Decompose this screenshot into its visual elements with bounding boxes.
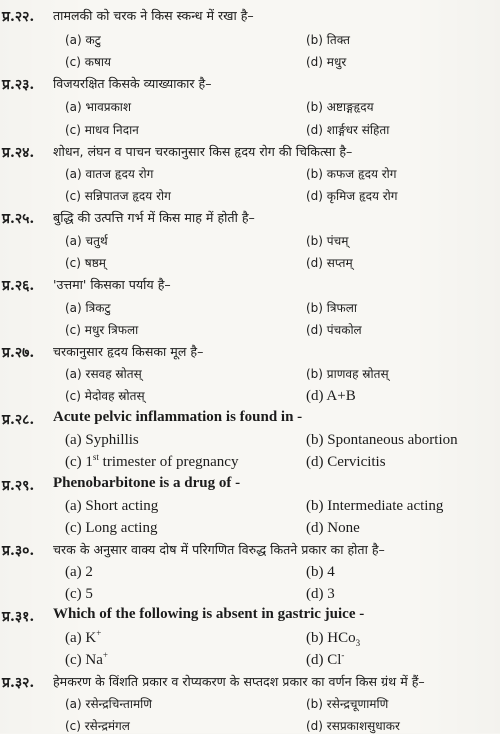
question-text: चरकानुसार हृदय किसका मूल है– [53, 344, 204, 359]
question-text: विजयरक्षित किसके व्याख्याकार है– [53, 76, 212, 91]
question-number: प्र.२६. [2, 278, 35, 294]
option-a: (a) चतुर्थ [65, 234, 108, 248]
question-number: प्र.३२. [2, 675, 35, 691]
option-c: (c) सन्निपातज हृदय रोग [65, 189, 171, 203]
question-number: प्र.२८. [2, 412, 35, 428]
option-a: (a) रसवह स्रोतस् [65, 367, 142, 381]
option-a: (a) K+ [65, 628, 102, 646]
option-d: (d) शार्ङ्गधर संहिता [306, 123, 390, 137]
option-c: (c) 1st trimester of pregnancy [65, 452, 239, 470]
option-d: (d) पंचकोल [306, 323, 362, 337]
option-c: (c) रसेन्द्रमंगल [65, 719, 130, 733]
option-b: (b) HCo$_3$ [306, 630, 361, 648]
question-number: प्र.२९. [2, 478, 35, 494]
option-a: (a) कटु [65, 33, 101, 47]
question-number: प्र.२५. [2, 211, 35, 227]
option-b: (b) तिक्त [306, 33, 351, 47]
option-b: (b) 4 [306, 564, 335, 580]
question-number: प्र.३१. [2, 609, 35, 625]
option-b: (b) रसेन्द्रचूणामणि [306, 697, 389, 711]
question-text: Which of the following is absent in gastric juice - [53, 606, 365, 622]
question-text: Phenobarbitone is a drug of - [53, 475, 241, 491]
option-d: (d) 3 [306, 586, 335, 602]
option-b: (b) अष्टाङ्गहृदय [306, 100, 374, 114]
question-number: प्र.२३. [2, 77, 35, 93]
option-b: (b) त्रिफला [306, 301, 358, 315]
option-c: (c) मेदोवह स्रोतस् [65, 389, 145, 403]
option-b: (b) Intermediate acting [306, 498, 444, 514]
option-b: (b) Spontaneous abortion [306, 432, 458, 448]
option-d: (d) Cl- [306, 650, 345, 668]
option-b: (b) पंचम् [306, 234, 349, 248]
option-c: (c) कषाय [65, 55, 111, 69]
question-number: प्र.२७. [2, 345, 35, 361]
option-d: (d) Cervicitis [306, 454, 386, 470]
question-text: Acute pelvic inflammation is found in - [53, 409, 303, 425]
option-c: (c) षष्ठम् [65, 256, 106, 270]
question-text: बुद्धि की उत्पत्ति गर्भ में किस माह में होती है– [53, 210, 255, 225]
question-number: प्र.२२. [2, 9, 35, 25]
option-a: (a) त्रिकटु [65, 301, 111, 315]
option-a: (a) 2 [65, 564, 93, 580]
option-d: (d) सप्तम् [306, 256, 353, 270]
option-c: (c) Long acting [65, 520, 158, 536]
option-c: (c) 5 [65, 586, 93, 602]
option-c: (c) माधव निदान [65, 123, 139, 137]
option-b: (b) प्राणवह स्रोतस् [306, 367, 389, 381]
option-d: (d) A+B [306, 388, 356, 404]
option-b: (b) कफज हृदय रोग [306, 167, 397, 181]
option-c: (c) Na+ [65, 650, 108, 668]
option-d: (d) मधुर [306, 55, 347, 69]
option-a: (a) भावप्रकाश [65, 100, 132, 114]
question-text: तामलकी को चरक ने किस स्कन्ध में रखा है– [53, 8, 254, 23]
option-a: (a) वातज हृदय रोग [65, 167, 154, 181]
option-a: (a) Short acting [65, 498, 159, 514]
option-d: (d) रसप्रकाशसुधाकर [306, 719, 400, 733]
question-text: चरक के अनुसार वाक्य दोष में परिगणित विरुद्ध कितने प्रकार का होता है– [53, 542, 385, 557]
question-number: प्र.३०. [2, 543, 35, 559]
option-a: (a) Syphillis [65, 432, 139, 448]
question-text: 'उत्तमा' किसका पर्याय है– [53, 277, 171, 292]
option-c: (c) मधुर त्रिफला [65, 323, 139, 337]
question-number: प्र.२४. [2, 145, 35, 161]
question-text: शोधन, लंघन व पाचन चरकानुसार किस हृदय रोग की चिकित्सा है– [53, 144, 353, 159]
question-text: हेमकरण के विंशति प्रकार व रोप्यकरण के सप्तदश प्रकार का वर्णन किस ग्रंथ में हैं– [53, 674, 425, 689]
option-d: (d) कृमिज हृदय रोग [306, 189, 398, 203]
option-a: (a) रसेन्द्रचिन्तामणि [65, 697, 152, 711]
option-d: (d) None [306, 520, 360, 536]
